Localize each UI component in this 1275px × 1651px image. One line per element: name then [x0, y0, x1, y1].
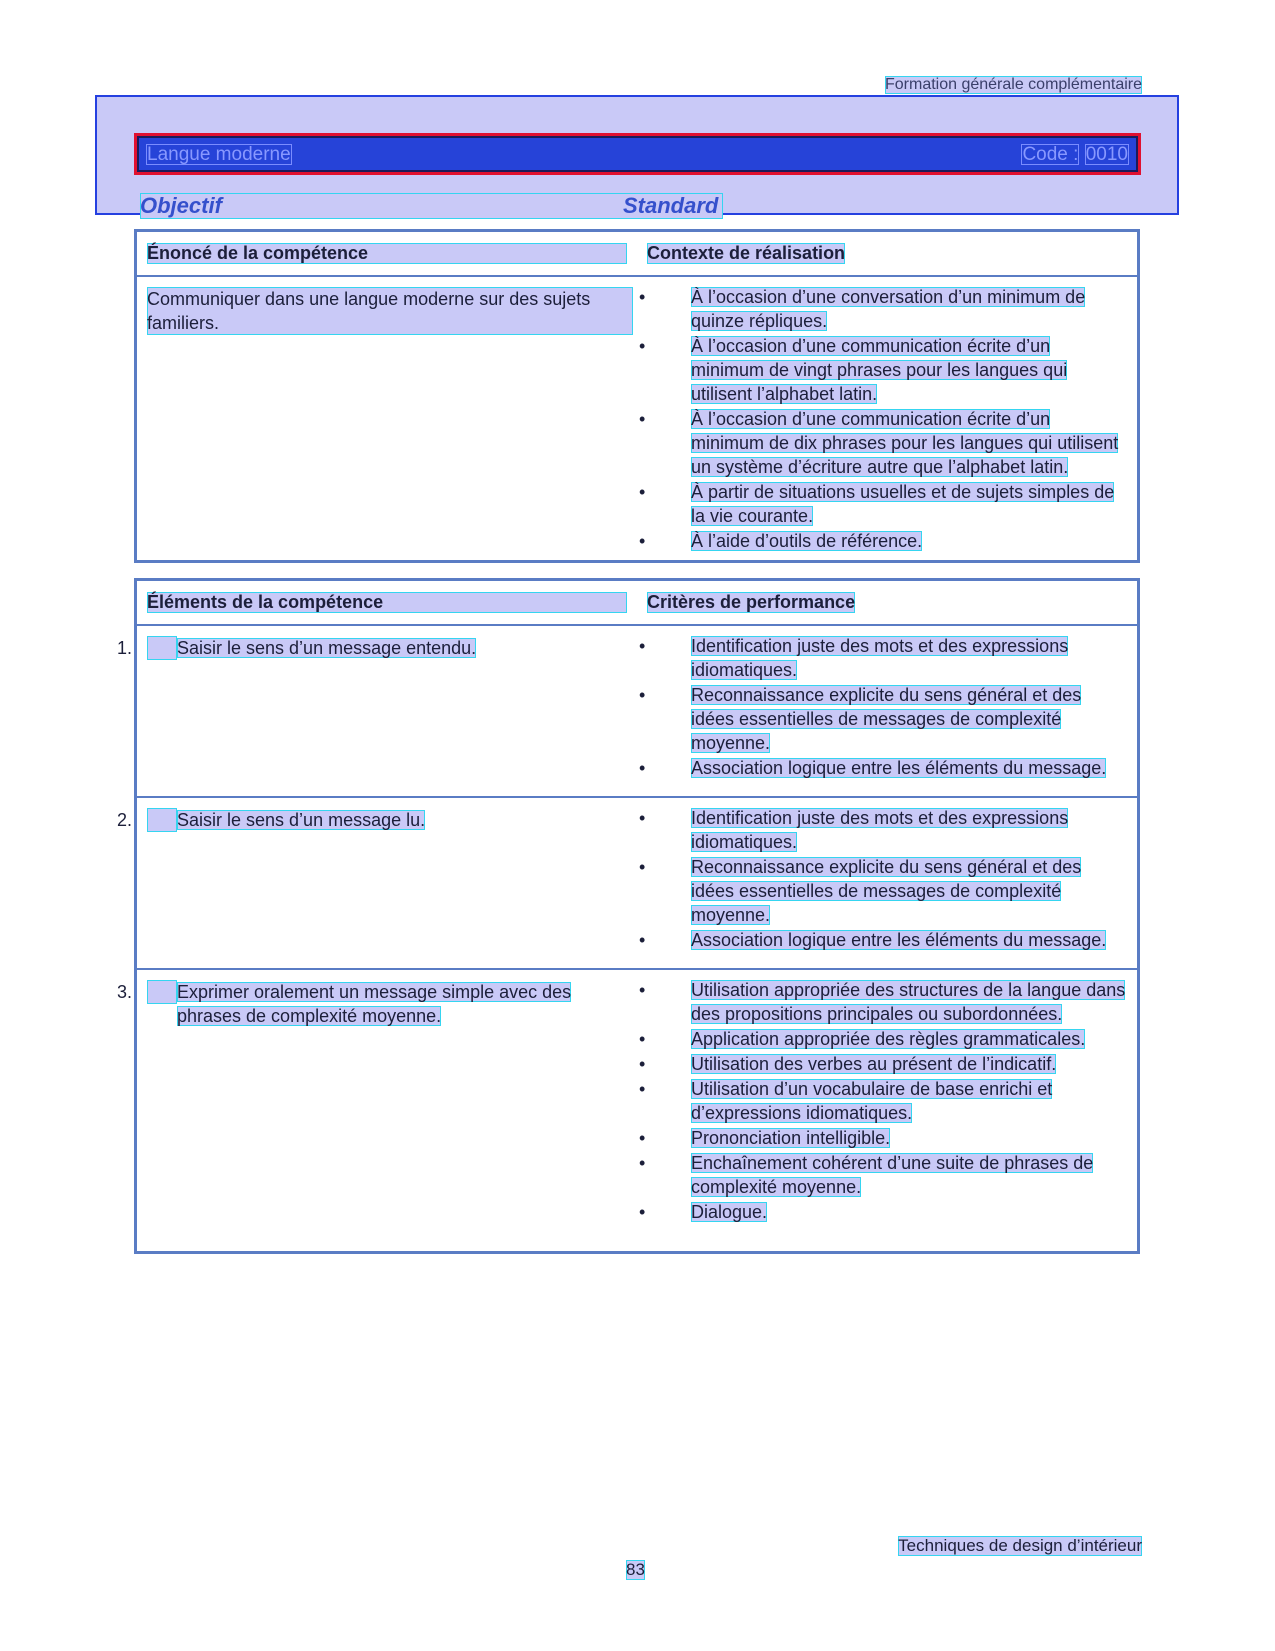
- bullet-icon: •: [639, 857, 646, 877]
- element-label: Exprimer oralement un message simple avec des phrases de complexité moyenne.: [177, 982, 572, 1026]
- list-item: [633, 334, 1127, 406]
- list-item-text: Reconnaissance explicite du sens général et des idées essentielles de messages de complexité moyenne.: [691, 857, 1082, 925]
- list-item-text: À l’occasion d’une communication écrite d’un minimum de dix phrases pour les langues qui utilisent un système d’écriture autre que l’alphabet latin.: [691, 409, 1119, 477]
- bullet-icon: •: [639, 336, 646, 356]
- list-item: [633, 683, 1127, 755]
- bullet-icon: •: [639, 1079, 646, 1099]
- bullet-icon: •: [639, 482, 646, 502]
- running-footer: Techniques de design d’intérieur: [898, 1536, 1142, 1555]
- elements-table: [117, 578, 1140, 1254]
- criteria-heading: Critères de performance: [647, 592, 856, 612]
- code: Code : 0010: [1022, 144, 1128, 165]
- bullet-icon: •: [639, 930, 646, 950]
- bullet-icon: •: [639, 1054, 646, 1074]
- element-label: Saisir le sens d’un message lu.: [177, 810, 426, 830]
- elements-heading: Éléments de la compétence: [147, 592, 627, 613]
- list-item: [633, 634, 1127, 682]
- list-item: [633, 407, 1127, 479]
- element-text: [117, 808, 633, 832]
- section-standard: Standard: [623, 193, 719, 218]
- list-item: [633, 855, 1127, 927]
- section-objective: Objectif Standard: [140, 193, 723, 219]
- list-item: [633, 756, 1127, 780]
- list-item-text: À l’aide d’outils de référence.: [691, 531, 923, 551]
- list-item: [633, 480, 1127, 528]
- element-number: 2.: [147, 808, 177, 832]
- elements-rows: [117, 626, 1137, 1258]
- page-number: 83: [626, 1560, 645, 1579]
- element-row: [117, 798, 1137, 970]
- element-row: [117, 626, 1137, 798]
- list-item-text: Utilisation des verbes au présent de l’indicatif.: [691, 1054, 1057, 1074]
- competence-heading: Énoncé de la compétence: [147, 243, 627, 264]
- list-item-text: Enchaînement cohérent d’une suite de phrases de complexité moyenne.: [691, 1153, 1094, 1197]
- list-item-text: Reconnaissance explicite du sens général et des idées essentielles de messages de complexité moyenne.: [691, 685, 1082, 753]
- competence-statement: Communiquer dans une langue moderne sur des sujets familiers.: [147, 287, 633, 335]
- list-item: [633, 1151, 1127, 1199]
- bullet-icon: •: [639, 409, 646, 429]
- bullet-icon: •: [639, 531, 646, 551]
- title-bar: [134, 133, 1141, 175]
- list-item-text: Application appropriée des règles grammaticales.: [691, 1029, 1086, 1049]
- competence-row: [137, 277, 1137, 560]
- list-item-text: Identification juste des mots et des expressions idiomatiques.: [691, 636, 1069, 680]
- list-item-text: Utilisation appropriée des structures de la langue dans des propositions principales ou subordonnées.: [691, 980, 1126, 1024]
- list-item-text: Association logique entre les éléments du message.: [691, 758, 1107, 778]
- element-text: [117, 636, 633, 660]
- list-item-text: Prononciation intelligible.: [691, 1128, 891, 1148]
- criteria-list: [633, 634, 1127, 780]
- bullet-icon: •: [639, 287, 646, 307]
- element-number: 3.: [147, 980, 177, 1004]
- competence-table: [134, 229, 1140, 563]
- bullet-icon: •: [639, 1029, 646, 1049]
- list-item: [633, 1052, 1127, 1076]
- context-list: [633, 285, 1127, 553]
- list-item: [633, 1027, 1127, 1051]
- context-heading: Contexte de réalisation: [647, 243, 846, 263]
- bullet-icon: •: [639, 1153, 646, 1173]
- list-item: [633, 1077, 1127, 1125]
- element-label: Saisir le sens d’un message entendu.: [177, 638, 477, 658]
- list-item: [633, 928, 1127, 952]
- bullet-icon: •: [639, 808, 646, 828]
- subject-title: Langue moderne: [147, 144, 291, 165]
- list-item-text: À partir de situations usuelles et de sujets simples de la vie courante.: [691, 482, 1115, 526]
- element-text: [117, 980, 633, 1028]
- criteria-list: [633, 806, 1127, 952]
- element-number: 1.: [147, 636, 177, 660]
- bullet-icon: •: [639, 1202, 646, 1222]
- list-item-text: À l’occasion d’une communication écrite d’un minimum de vingt phrases pour les langues qui utilisent l’alphabet latin.: [691, 336, 1068, 404]
- list-item: [633, 1200, 1127, 1224]
- bullet-icon: •: [639, 980, 646, 1000]
- bullet-icon: •: [639, 685, 646, 705]
- list-item-text: À l’occasion d’une conversation d’un minimum de quinze répliques.: [691, 287, 1086, 331]
- list-item: [633, 1126, 1127, 1150]
- list-item-text: Utilisation d’un vocabulaire de base enrichi et d’expressions idiomatiques.: [691, 1079, 1053, 1123]
- criteria-list: [633, 978, 1127, 1224]
- element-row: [117, 970, 1137, 1258]
- list-item-text: Dialogue.: [691, 1202, 768, 1222]
- competence-table-header: [137, 232, 1137, 277]
- running-header: Formation générale complémentaire: [884, 76, 1142, 93]
- list-item: [633, 806, 1127, 854]
- bullet-icon: •: [639, 758, 646, 778]
- list-item-text: Identification juste des mots et des expressions idiomatiques.: [691, 808, 1069, 852]
- elements-table-header: [137, 581, 1137, 626]
- list-item: [633, 529, 1127, 553]
- list-item-text: Association logique entre les éléments du message.: [691, 930, 1107, 950]
- list-item: [633, 978, 1127, 1026]
- list-item: [633, 285, 1127, 333]
- bullet-icon: •: [639, 636, 646, 656]
- bullet-icon: •: [639, 1128, 646, 1148]
